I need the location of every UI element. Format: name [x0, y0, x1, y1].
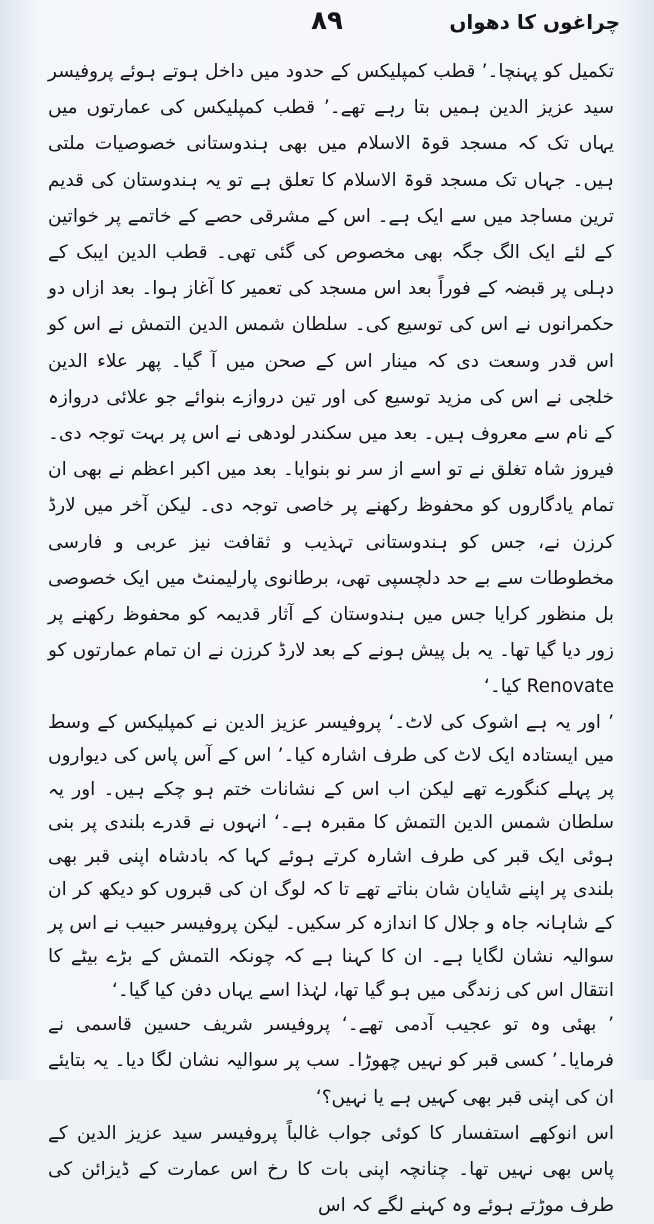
page-header — [34, 6, 620, 46]
paragraph-2: ’ اور یہ ہے اشوک کی لاٹ۔‘ پروفیسر عزیز الدین نے کمپلیکس کے وسط میں ایستادہ ایک لاٹ کی طرف اشارہ کیا۔’ اس کے آس پاس کی دیواروں پر پہلے کنگورے تھے لیکن اب اس کے نشانات ختم ہو چکے ہیں۔ اور یہ سلطان شمس الدین التمش کا مقبرہ ہے۔‘ انہوں نے قدرے بلندی پر بنی ہوئی ایک قبر کی طرف اشارہ کرتے ہوئے کہا کہ بادشاہ اپنی قبر بھی بلندی پر اپنے شایان شان بناتے تھے تا کہ لوگ ان کی قبروں کو دیکھ کر ان کے شاہانہ جاہ و جلال کا اندازہ کر سکیں۔ لیکن پروفیسر حبیب نے اس پر سوالیہ نشان لگایا ہے۔ ان کا کہنا ہے کہ چونکہ التمش کے بڑے بیٹے کا انتقال اس کی زندگی میں ہو گیا تھا، لہٰذا اسے یہاں دفن کیا گیا۔‘ — [48, 711, 614, 1001]
paragraph-4: اس انوکھے استفسار کا کوئی جواب غالباً پروفیسر سید عزیز الدین کے پاس بھی نہیں تھا۔ چنانچہ اپنی بات کا رخ اس عمارت کے ڈیزائن کی طرف موڑتے ہوئے وہ کہنے لگے کہ اس — [48, 1122, 614, 1217]
running-title: چراغوں کا دھواں — [449, 10, 620, 34]
page-number: ۸۹ — [311, 6, 343, 36]
paragraph-3: ’ بھئی وہ تو عجیب آدمی تھے۔‘ پروفیسر شریف حسین قاسمی نے فرمایا۔’ کسی قبر کو نہیں چھوڑا۔ سب پر سوالیہ نشان لگا دیا۔ یہ بتایئے ان کی اپنی قبر بھی کہیں ہے یا نہیں؟‘ — [48, 1014, 614, 1108]
paragraph-1: تکمیل کو پہنچا۔’ قطب کمپلیکس کے حدود میں داخل ہوتے ہوئے پروفیسر سید عزیز الدین ہمیں بتا رہے تھے۔’ قطب کمپلیکس کی عمارتوں میں یہاں تک کہ مسجد قوۃ الاسلام میں بھی ہندوستانی خصوصیات ملتی ہیں۔ جہاں تک مسجد قوۃ الاسلام کا تعلق ہے تو یہ ہندوستان کی قدیم ترین مساجد میں سے ایک ہے۔ اس کے مشرقی حصے کے خاتمے پر خواتین کے لئے ایک الگ جگہ بھی مخصوص کی گئی تھی۔ قطب الدین ایبک کے دہلی پر قبضہ کے فوراً بعد اس مسجد کی تعمیر کا آغاز ہوا۔ بعد ازاں دو حکمرانوں نے اس کی توسیع کی۔ سلطان شمس الدین التمش نے اس کو اس قدر وسعت دی کہ مینار اس کے صحن میں آ گیا۔ پھر علاء الدین خلجی نے اس کی مزید توسیع کی اور تین دروازے بنوائے جو علائی دروازہ کے نام سے معروف ہیں۔ بعد میں سکندر لودھی نے اس پر بہت توجہ دی۔ فیروز شاہ تغلق نے تو اسے از سر نو بنوایا۔ بعد میں اکبر اعظم نے بھی ان تمام یادگاروں کو محفوظ رکھنے پر خاصی توجہ دی۔ لیکن آخر میں لارڈ کرزن نے، جس کو ہندوستانی تہذیب و ثقافت نیز عربی و فارسی مخطوطات سے بے حد دلچسپی تھی، برطانوی پارلیمنٹ میں ایک خصوصی بل منظور کرایا جس میں ہندوستان کے آثار قدیمہ کو محفوظ رکھنے پر زور دیا گیا تھا۔ یہ بل پیش ہونے کے بعد لارڈ کرزن نے ان تمام عمارتوں کو Renovate کیا۔‘ — [48, 61, 614, 698]
body-text — [48, 54, 614, 1224]
